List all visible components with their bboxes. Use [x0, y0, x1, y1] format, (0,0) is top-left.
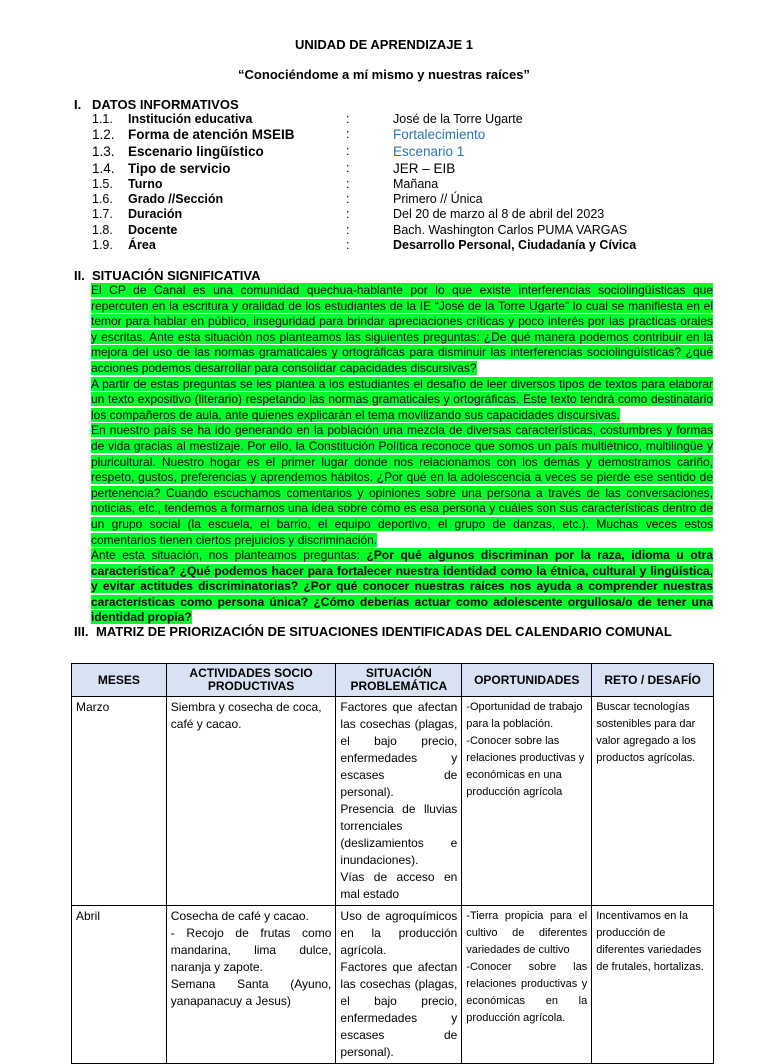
- cell-actividades: [166, 906, 336, 1064]
- header-meses: MESES: [72, 664, 167, 697]
- situacion-item: Presencia de lluvias torrenciales (deslizamientos e inundaciones).: [340, 802, 458, 867]
- info-number: 1.6.: [92, 192, 113, 206]
- info-number: 1.8.: [92, 223, 113, 237]
- info-colon: :: [346, 144, 350, 158]
- table-row: [72, 906, 714, 1064]
- oportunidad-item: -Conocer sobre las relaciones productivas y económicas en una producción agrícola: [466, 735, 585, 798]
- header-actividades: ACTIVIDADES SOCIO PRODUCTIVAS: [166, 664, 336, 697]
- document-subtitle: “Conociéndome a mí mismo y nuestras raíces”: [238, 67, 530, 82]
- info-colon: :: [346, 238, 350, 252]
- cell-oportunidades: [462, 697, 592, 906]
- info-colon: :: [346, 207, 350, 221]
- section-2-heading: [74, 268, 261, 283]
- info-value: Mañana: [393, 177, 439, 191]
- cell-mes: Marzo: [72, 697, 167, 906]
- info-row-institucion: [92, 112, 732, 128]
- info-row-forma-atencion: [92, 127, 732, 143]
- info-colon: :: [346, 127, 350, 141]
- actividad-item: Cosecha de café y cacao.: [170, 909, 309, 923]
- info-row-tipo-servicio: [92, 161, 732, 177]
- info-label: Escenario lingũístico: [128, 144, 264, 159]
- info-number: 1.5.: [92, 177, 113, 191]
- paragraph-questions-intro: Ante esta situación, nos planteamos preguntas:: [91, 548, 367, 563]
- info-value: Desarrollo Personal, Ciudadanía y Cívica: [393, 238, 637, 252]
- info-row-turno: [92, 177, 732, 193]
- paragraph-context: El CP de Canal es una comunidad quechua-hablante por lo que existe interferencias sociolingüísticas que repercuten en la escritura y oralidad de los estudiantes de la IE “José de la Torre Ugarte” lo cual se manifiesta en el temor para hablar en público, inseguridad para brindar apreciaciones críticas y poco interés por las practicas orales y escritas. Ante esta situación nos planteamos las siguientes preguntas: ¿De qué manera podemos contribuir en la mejora del uso de las normas gramaticales y ortográficas para disminuir las interferencias sociolingüísticas? ¿qué acciones podemos desarrollar para consolidar capacidades discursivas?: [91, 283, 713, 375]
- info-label: Docente: [128, 223, 178, 237]
- info-number: 1.2.: [92, 127, 115, 142]
- info-colon: :: [346, 223, 350, 237]
- table-row: [72, 697, 714, 906]
- info-row-escenario: [92, 144, 732, 160]
- actividad-item: - Recojo de frutas como mandarina, lima dulce, naranja y zapote.: [170, 926, 332, 974]
- section-3-number: III.: [74, 624, 89, 639]
- situacion-item: Factores que afectan las cosechas (plagas, el bajo precio, enfermedades y escases de personal).: [340, 700, 458, 799]
- section-1-heading: [74, 97, 239, 112]
- info-number: 1.7.: [92, 207, 113, 221]
- situacion-item: Uso de agroquímicos en la producción agrícola.: [340, 909, 458, 957]
- cell-mes: Abril: [72, 906, 167, 1064]
- info-number: 1.3.: [92, 144, 115, 159]
- cell-situacion: [336, 906, 462, 1064]
- info-label: Turno: [128, 177, 163, 191]
- table-header-row: [72, 664, 714, 697]
- cell-reto: Incentivamos en la producción de diferentes variedades de frutales, hortalizas.: [592, 906, 714, 1064]
- header-oportunidades: OPORTUNIDADES: [462, 664, 592, 697]
- section-3-heading: [74, 624, 672, 639]
- situacion-significativa-text: [91, 283, 713, 626]
- oportunidad-item: -Tierra propicia para el cultivo de diferentes variedades de cultivo: [466, 910, 588, 956]
- cell-oportunidades: [462, 906, 592, 1064]
- info-colon: :: [346, 112, 350, 126]
- info-number: 1.1.: [92, 112, 113, 126]
- section-1-title: DATOS INFORMATIVOS: [92, 97, 239, 112]
- info-value: Bach. Washington Carlos PUMA VARGAS: [393, 223, 628, 237]
- info-colon: :: [346, 192, 350, 206]
- info-value: JER – EIB: [393, 161, 456, 176]
- actividad-item: Semana Santa (Ayuno, yanapanacuy a Jesus): [170, 977, 332, 1008]
- info-row-area: [92, 238, 732, 254]
- info-colon: :: [346, 161, 350, 175]
- paragraph-questions: ¿Por qué algunos discriminan por la raza, idioma u otra característica? ¿Qué podemos hacer para fortalecer nuestra identidad como la étnica, cultural y lingüística, y evitar actitudes discriminatorias? ¿Por qué conocer nuestras raíces nos ayuda a comprender nuestras características como persona única? ¿Cómo deberías actuar como adolescente orgullosa/o de tener una identidad propia?: [91, 548, 714, 625]
- cell-actividades: [166, 697, 336, 906]
- section-3-title: MATRIZ DE PRIORIZACIÓN DE SITUACIONES IDENTIFICADAS DEL CALENDARIO COMUNAL: [96, 624, 672, 639]
- actividad-item: Siembra y cosecha de coca, café y cacao.: [170, 700, 322, 731]
- info-label: Grado //Sección: [128, 192, 224, 206]
- info-number: 1.4.: [92, 161, 115, 176]
- section-1-number: I.: [74, 97, 82, 112]
- situacion-item: Factores que afectan las cosechas (plagas, el bajo precio, enfermedades y escases de personal).: [340, 960, 458, 1059]
- situacion-item: Vías de acceso en mal estado: [340, 870, 458, 901]
- info-value: Del 20 de marzo al 8 de abril del 2023: [393, 207, 605, 221]
- info-value: Escenario 1: [393, 144, 465, 159]
- section-2-number: II.: [74, 268, 85, 283]
- info-colon: :: [346, 177, 350, 191]
- priorizacion-matrix-table: [71, 663, 714, 1064]
- paragraph-challenge: A partir de estas preguntas se les plantea a los estudiantes el desafío de leer diversos tipos de textos para elaborar un texto expositivo (literario) respetando las normas gramaticales y ortográficas. Este texto tendrá como destinatario los compañeros de aula, ante quienes explicarán el tema movilizando sus capacidades discursivas.: [91, 376, 713, 422]
- info-label: Duración: [128, 207, 183, 221]
- info-value: Primero // Única: [393, 192, 483, 206]
- section-2-title: SITUACIÓN SIGNIFICATIVA: [92, 268, 261, 283]
- info-number: 1.9.: [92, 238, 113, 252]
- info-label: Institución educativa: [128, 112, 253, 126]
- header-reto: RETO / DESAFÍO: [592, 664, 714, 697]
- oportunidad-item: -Oportunidad de trabajo para la población.: [466, 701, 583, 730]
- info-label: Área: [128, 238, 156, 252]
- document-title: UNIDAD DE APRENDIZAJE 1: [295, 37, 473, 52]
- cell-reto: Buscar tecnologías sostenibles para dar valor agregado a los productos agrícolas.: [592, 697, 714, 906]
- info-row-duracion: [92, 207, 732, 223]
- info-label: Tipo de servicio: [128, 161, 231, 176]
- info-value: Fortalecimiento: [393, 127, 486, 142]
- cell-situacion: [336, 697, 462, 906]
- info-value: José de la Torre Ugarte: [393, 112, 523, 126]
- info-label: Forma de atención MSEIB: [128, 127, 295, 142]
- paragraph-identity: En nuestro país se ha ido generando en la población una mezcla de diversas características, costumbres y formas de vida gracias al mestizaje. Por ello, la Constitución Política reconoce que somos un país multiétnico, multilingüe y pluricultural. Nuestro hogar es el primer lugar donde nos relacionamos con los demás y demostramos cariño, respeto, gustos, preferencias y aprendemos hábitos. ¿Por qué en la adolescencia a veces se pierde ese sentido de pertenencia? Cuando escuchamos comentarios y opiniones sobre una persona a través de las conversaciones, noticias, etc., tendemos a formarnos una idea sobre cómo es esa persona y cuáles son sus características dentro de un grupo social (la escuela, el barrio, el equipo deportivo, el grupo de danzas, etc.). Muchas veces estos comentarios tienen ciertos prejuicios y discriminación.: [91, 423, 713, 547]
- header-situacion: SITUACIÓN PROBLEMÁTICA: [336, 664, 462, 697]
- oportunidad-item: -Conocer sobre las relaciones productivas y económicas en la producción agrícola.: [466, 961, 588, 1024]
- info-row-grado: [92, 192, 732, 208]
- info-row-docente: [92, 223, 732, 239]
